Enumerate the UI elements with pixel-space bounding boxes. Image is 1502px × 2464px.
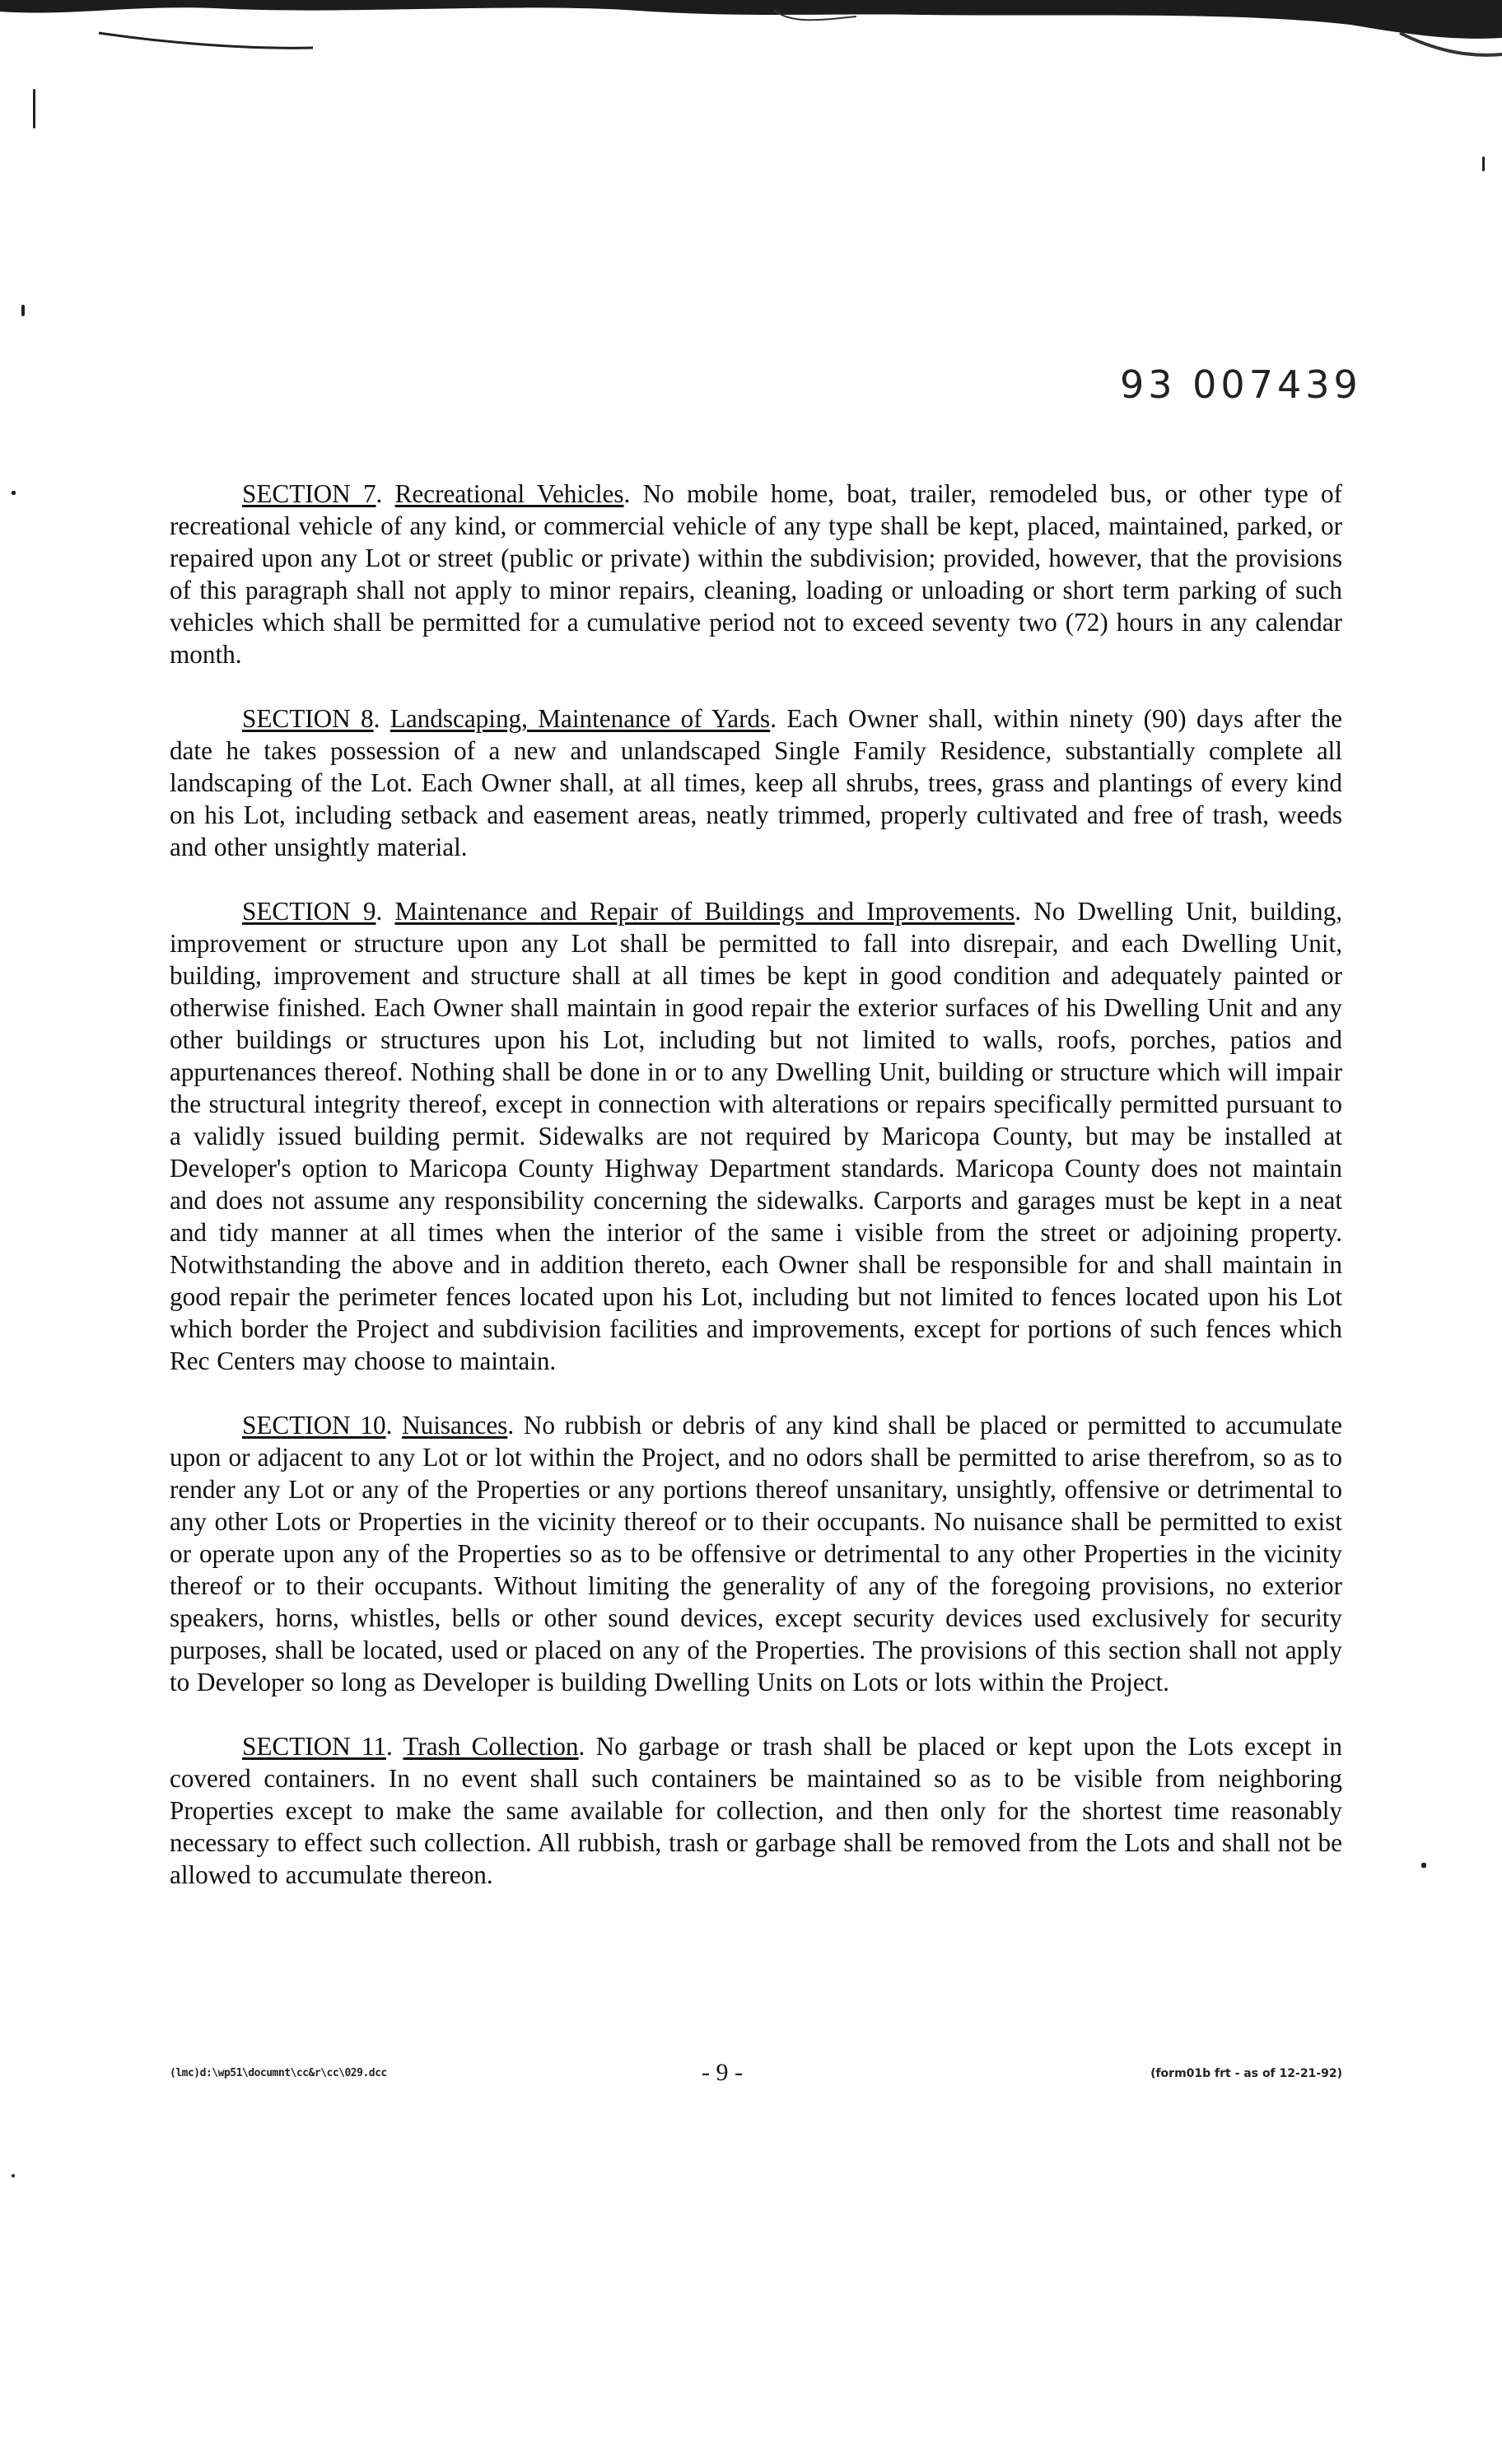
section-label: SECTION 8 — [242, 704, 374, 733]
section-label: SECTION 7 — [242, 479, 376, 508]
section-body: Each Owner shall, within ninety (90) days after the date he takes possession of a new and unlandscaped Single Family Residence, substantially complete all landscaping of the Lot. Each Owner shall, at all times, keep all shrubs, trees, grass and plantings of every kind on his Lot, including setback and easement areas, neatly trimmed, properly cultivated and free of trash, weeds and other unsightly material. — [170, 704, 1343, 861]
footer-file-path: (lmc)d:\wp51\documnt\cc&r\cc\029.dcc — [170, 2067, 387, 2079]
section-7: SECTION 7. Recreational Vehicles. No mobile home, boat, trailer, remodeled bus, or other type of recreational vehicle of any kind, or commercial vehicle of any type shall be kept, placed, maintained, parked, or repaired upon any Lot or street (public or private) within the subdivision; provided, however, that the provisions of this paragraph shall not apply to minor repairs, cleaning, loading or unloading or short term parking of such vehicles which shall be permitted for a cumulative period not to exceed seventy two (72) hours in any calendar month. — [170, 479, 1343, 669]
section-title: Maintenance and Repair of Buildings and Improvements — [394, 897, 1015, 926]
section-body: No Dwelling Unit, building, improvement or structure upon any Lot shall be permitted to fall into disrepair, and each Dwelling Unit, building, improvement and structure shall at all times be kept in good condition and adequately painted or otherwise finished. Each Owner shall maintain in good repair the exterior surfaces of his Dwelling Unit and any other buildings or structures upon his Lot, including but not limited to walls, roofs, porches, patios and appurtenances thereof. Nothing shall be done in or to any Dwelling Unit, building or structure which will impair the structural integrity thereof, except in connection with alterations or repairs specifically permitted pursuant to a validly issued building permit. Sidewalks are not required by Maricopa County, but may be installed at Developer's option to Maricopa County Highway Department standards. Maricopa County does not maintain and does not assume any responsibility concerning the sidewalks. Carports and garages must be kept in a neat and tidy manner at all times when the interior of the same i visible from the street or adjoining property. Notwithstanding the above and in addition thereto, each Owner shall be responsible for and shall maintain in good repair the perimeter fences located upon his Lot, including but not limited to fences located upon his Lot which border the Project and subdivision facilities and improvements, except for portions of such fences which Rec Centers may choose to maintain. — [170, 897, 1342, 1375]
section-title: Landscaping, Maintenance of Yards — [389, 704, 771, 733]
recording-number: 93 007439 — [1120, 362, 1362, 407]
section-9: SECTION 9. Maintenance and Repair of Buildings and Improvements. No Dwelling Unit, building, improvement or structure upon any Lot shall be permitted to fall into disrepair, and each Dwelling Unit, building, improvement and structure shall at all times be kept in good condition and adequately painted or otherwise finished. Each Owner shall maintain in good repair the exterior surfaces of his Dwelling Unit and any other buildings or structures upon his Lot, including but not limited to walls, roofs, porches, patios and appurtenances thereof. Nothing shall be done in or to any Dwelling Unit, building or structure which will impair the structural integrity thereof, except in connection with alterations or repairs specifically permitted pursuant to a validly issued building permit. Sidewalks are not required by Maricopa County, but may be installed at Developer's option to Maricopa County Highway Department standards. Maricopa County does not maintain and does not assume any responsibility concerning the sidewalks. Carports and garages must be kept in a neat and tidy manner at all times when the interior of the same i visible from the street or adjoining property. Notwithstanding the above and in addition thereto, each Owner shall be responsible for and shall maintain in good repair the perimeter fences located upon his Lot, including but not limited to fences located upon his Lot which border the Project and subdivision facilities and improvements, except for portions of such fences which Rec Centers may choose to maintain. — [170, 897, 1342, 1375]
section-title: Nuisances — [402, 1411, 508, 1440]
section-label: SECTION 9 — [242, 897, 376, 926]
section-body: No rubbish or debris of any kind shall be placed or permitted to accumulate upon or adjacent to any Lot or lot within the Project, and no odors shall be permitted to arise therefrom, so as to render any Lot or any of the Properties or any portions thereof unsanitary, unsightly, offensive or detrimental to any other Lots or Properties in the vicinity thereof or to their occupants. No nuisance shall be permitted to exist or operate upon any of the Properties so as to be offensive or detrimental to any other Properties in the vicinity thereof or to their occupants. Without limiting the generality of any of the foregoing provisions, no exterior speakers, horns, whistles, bells or other sound devices, except security devices used exclusively for security purposes, shall be located, used or placed on any of the Properties. The provisions of this section shall not apply to Developer so long as Developer is building Dwelling Units on Lots or lots within the Project. — [170, 1411, 1343, 1696]
scan-top-edge-artifact — [0, 0, 1502, 74]
footer-form-ref: (form01b frt - as of 12-21-92) — [1150, 2067, 1342, 2080]
section-body: No garbage or trash shall be placed or kept upon the Lots except in covered containers. In no event shall such containers be maintained so as to be visible from neighboring Properties except to make the same available for collection, and then only for the shortest time reasonably necessary to effect such collection. All rubbish, trash or garbage shall be removed from the Lots and shall not be allowed to accumulate thereon. — [170, 1732, 1343, 1889]
section-8: SECTION 8. Landscaping, Maintenance of Yards. Each Owner shall, within ninety (90) days after the date he takes possession of a new and unlandscaped Single Family Residence, substantially complete all landscaping of the Lot. Each Owner shall, at all times, keep all shrubs, trees, grass and plantings of every kind on his Lot, including setback and easement areas, neatly trimmed, properly cultivated and free of trash, weeds and other unsightly material. — [170, 704, 1343, 861]
scan-artifact-dot — [1421, 1863, 1426, 1868]
scan-artifact-dot — [12, 491, 16, 495]
section-body: No mobile home, boat, trailer, remodeled bus, or other type of recreational vehicle of any kind, or commercial vehicle of any type shall be kept, placed, maintained, parked, or repaired upon any Lot or street (public or private) within the subdivision; provided, however, that the provisions of this paragraph shall not apply to minor repairs, cleaning, loading or unloading or short term parking of such vehicles which shall be permitted for a cumulative period not to exceed seventy two (72) hours in any calendar month. — [170, 479, 1343, 669]
page-footer — [170, 2059, 1342, 2092]
scan-artifact-dot — [21, 305, 25, 316]
section-label: SECTION 10 — [242, 1411, 386, 1440]
document-body — [170, 478, 1342, 1923]
page-number: - 9 - — [702, 2059, 743, 2086]
section-10: SECTION 10. Nuisances. No rubbish or debris of any kind shall be placed or permitted to accumulate upon or adjacent to any Lot or lot within the Project, and no odors shall be permitted to arise therefrom, so as to render any Lot or any of the Properties or any portions thereof unsanitary, unsightly, offensive or detrimental to any other Lots or Properties in the vicinity thereof or to their occupants. No nuisance shall be permitted to exist or operate upon any of the Properties so as to be offensive or detrimental to any other Properties in the vicinity thereof or to their occupants. Without limiting the generality of any of the foregoing provisions, no exterior speakers, horns, whistles, bells or other sound devices, except security devices used exclusively for security purposes, shall be located, used or placed on any of the Properties. The provisions of this section shall not apply to Developer so long as Developer is building Dwelling Units on Lots or lots within the Project. — [170, 1411, 1343, 1696]
section-title: Recreational Vehicles — [394, 479, 624, 508]
section-title: Trash Collection — [403, 1732, 579, 1761]
scan-artifact-dot — [12, 2174, 15, 2177]
scan-artifact-dot — [1482, 156, 1485, 171]
scan-artifact-line — [33, 89, 35, 128]
section-11: SECTION 11. Trash Collection. No garbage or trash shall be placed or kept upon the Lots except in covered containers. In no event shall such containers be maintained so as to be visible from neighboring Properties except to make the same available for collection, and then only for the shortest time reasonably necessary to effect such collection. All rubbish, trash or garbage shall be removed from the Lots and shall not be allowed to accumulate thereon. — [170, 1732, 1343, 1889]
section-label: SECTION 11 — [242, 1732, 386, 1761]
